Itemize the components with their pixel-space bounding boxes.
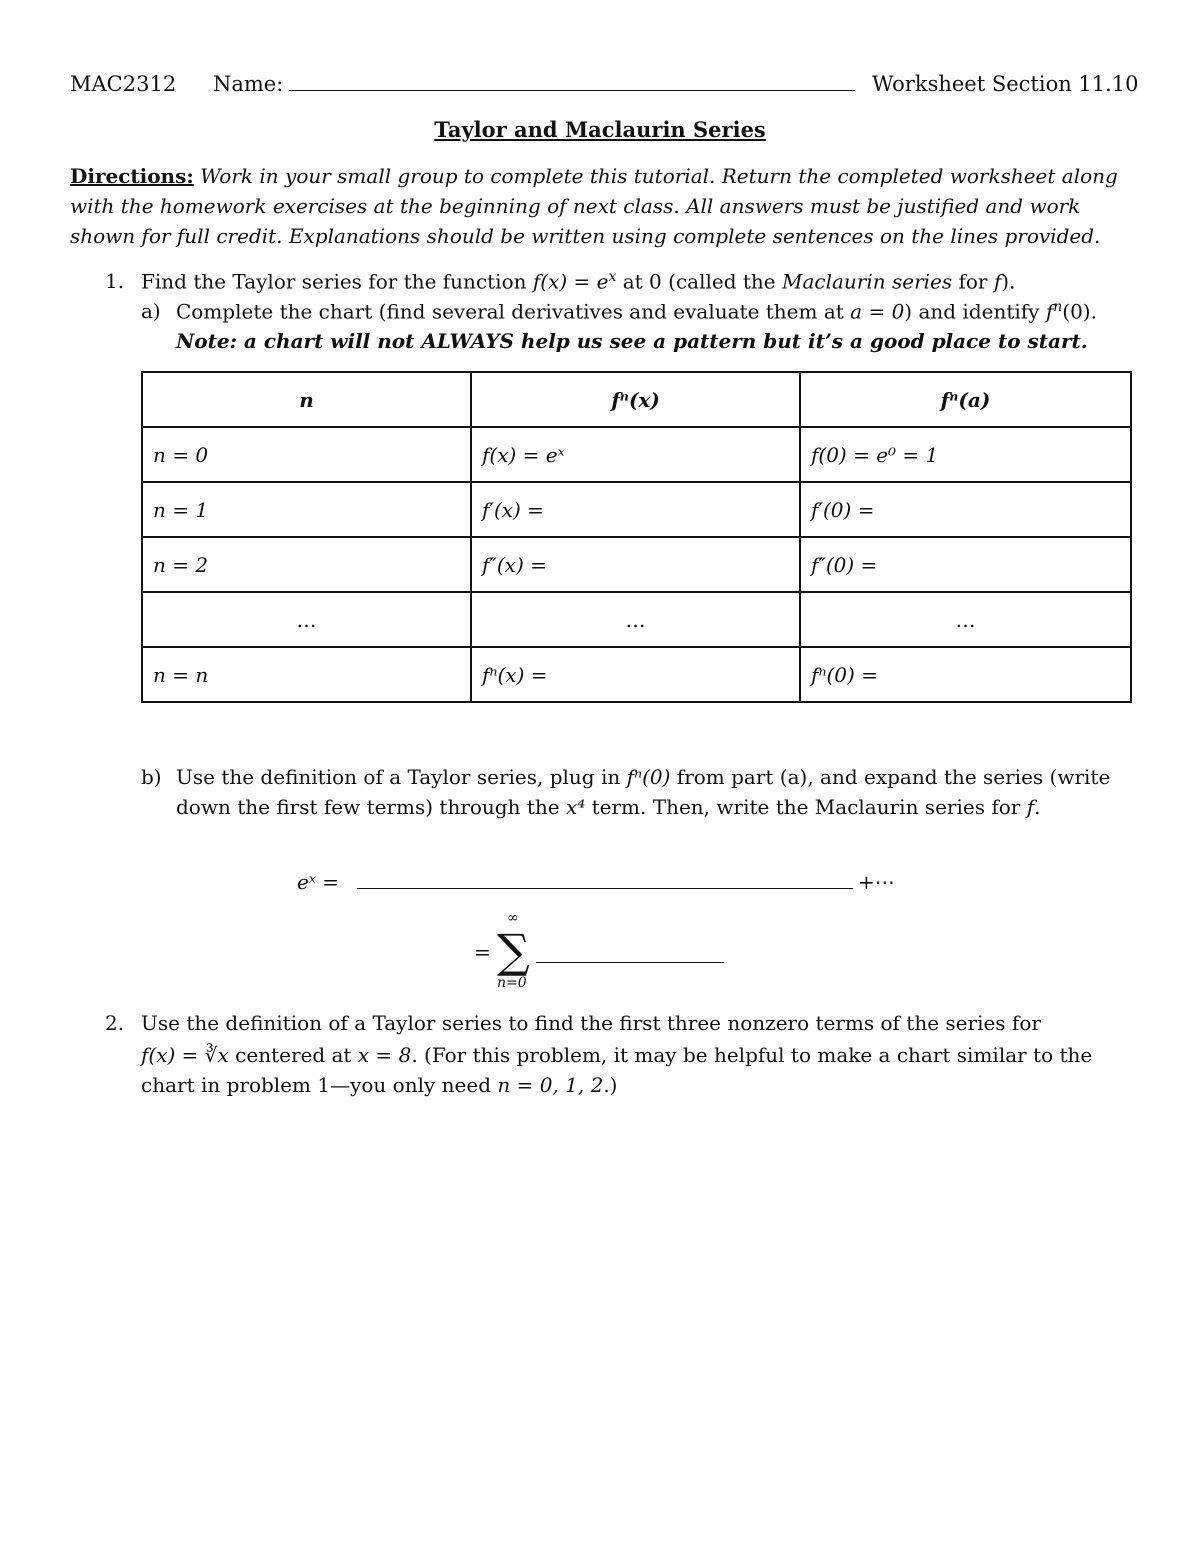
sigma-upper-limit: ∞	[507, 910, 519, 926]
chart-header-row	[142, 372, 1131, 427]
name-field[interactable]	[213, 72, 855, 96]
page-title: Taylor and Maclaurin Series	[434, 117, 766, 142]
problem-1-statement: Find the Taylor series for the function $f(x) = e^x$ at 0 (called the Maclaurin series for f).	[141, 269, 1016, 294]
table-row	[142, 537, 1131, 592]
chart-cell: …	[800, 592, 1131, 647]
chart-cell: n = n	[142, 647, 471, 702]
chart-cell: n = 0	[142, 427, 471, 482]
part-a-statement: Complete the chart (find several derivatives and evaluate them at a = 0) and identify $f^n(0)$.	[176, 299, 1097, 324]
chart-cell-answer[interactable]: fⁿ(x) =	[471, 647, 800, 702]
part-a-label: a)	[141, 299, 161, 323]
problem-1-function: f(x) = e	[532, 269, 609, 294]
chart-header-fna: fⁿ(a)	[800, 372, 1131, 427]
sigma-lower-limit: n=0	[497, 975, 527, 991]
table-row	[142, 592, 1131, 647]
directions-label: Directions:	[70, 164, 194, 188]
chart-cell-answer[interactable]: fⁿ(0) =	[800, 647, 1131, 702]
chart-cell-answer[interactable]: f″(0) =	[800, 537, 1131, 592]
worksheet-section: Worksheet Section 11.10	[872, 72, 1139, 96]
problem-2-line-3: chart in problem 1—you only need n = 0, 1, 2.)	[141, 1073, 618, 1097]
series-lhs: eˣ =	[297, 870, 340, 894]
table-row	[142, 482, 1131, 537]
chart-header-n: n	[142, 372, 471, 427]
name-blank-line[interactable]	[289, 76, 855, 91]
series-tail: +⋯	[858, 870, 895, 894]
chart-cell-answer[interactable]: f″(x) =	[471, 537, 800, 592]
sigma-equals: =	[474, 940, 491, 964]
chart-cell-answer[interactable]: f′(0) =	[800, 482, 1131, 537]
chart-cell: n = 2	[142, 537, 471, 592]
chart-cell: f(x) = eˣ	[471, 427, 800, 482]
derivative-chart	[141, 371, 1132, 703]
name-label: Name:	[213, 72, 284, 96]
chart-cell: f(0) = e⁰ = 1	[800, 427, 1131, 482]
part-b-line-2: down the first few terms) through the x⁴ term. Then, write the Maclaurin series for f.	[176, 795, 1041, 819]
problem-2-line-2: f(x) = ∛x centered at x = 8. (For this problem, it may be helpful to make a chart similar to the	[141, 1043, 1093, 1067]
directions-text: Work in your small group to complete this tutorial. Return the completed worksheet along with the homework exercises at the beginning of next class. All answers must be justified and work shown for full credit. Explanations should be written using complete sentences on the lines provided.	[70, 164, 1118, 248]
chart-cell: …	[142, 592, 471, 647]
table-row	[142, 647, 1131, 702]
chart-cell-answer[interactable]: f′(x) =	[471, 482, 800, 537]
problem-2-function: f(x) = ∛x	[141, 1043, 229, 1067]
chart-header-fnx: fⁿ(x)	[471, 372, 800, 427]
directions-paragraph	[70, 161, 1135, 251]
sigma-term-blank[interactable]	[536, 950, 724, 963]
part-a-note: Note: a chart will not ALWAYS help us see a pattern but it’s a good place to start.	[176, 329, 1088, 353]
part-b-label: b)	[141, 765, 162, 789]
problem-2-number: 2.	[105, 1011, 125, 1035]
course-code: MAC2312	[70, 72, 177, 96]
problem-2-line-1: Use the definition of a Taylor series to find the first three nonzero terms of the series for	[141, 1011, 1041, 1035]
table-row	[142, 427, 1131, 482]
series-expansion-blank[interactable]	[357, 876, 853, 889]
problem-1-number: 1.	[105, 269, 125, 293]
chart-cell: n = 1	[142, 482, 471, 537]
sigma-symbol: ∑	[497, 924, 530, 978]
part-b-line-1: Use the definition of a Taylor series, plug in fⁿ(0) from part (a), and expand the series (write	[176, 765, 1111, 789]
chart-cell: …	[471, 592, 800, 647]
